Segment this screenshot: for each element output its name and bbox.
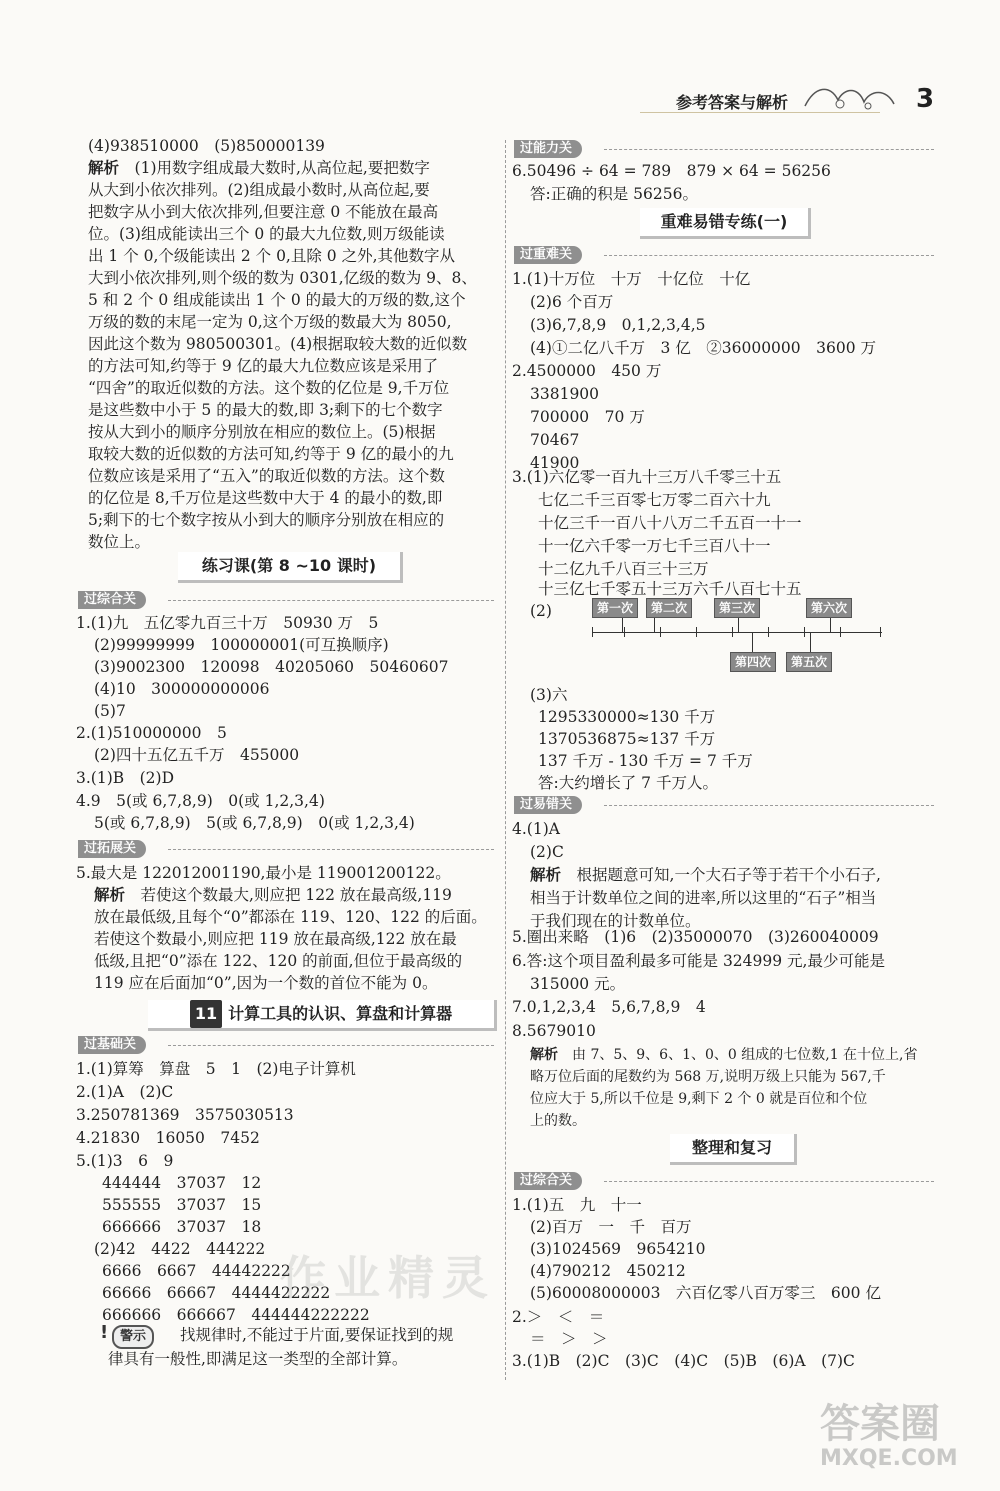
difficult-line: 3.(1)六亿零一百九十三万八千零三十五: [512, 468, 782, 486]
basics-line: (2)42 4422 444222: [94, 1240, 266, 1258]
error-prone-line: 5.圈出来略 (1)6 (2)35000070 (3)260040009: [512, 928, 879, 946]
timeline-label: 第六次: [806, 598, 852, 618]
header-decoration-icon: [800, 78, 900, 114]
difficult-line: (2)6 个百万: [530, 293, 614, 311]
error-prone-line: 位应大于 5,所以千位是 9,剩下 2 个 0 就是百位和个位: [530, 1091, 868, 1107]
error-prone-line: 315000 元。: [530, 975, 626, 993]
difficult-line: 十亿三千一百八十八万二千五百一十一: [538, 514, 802, 532]
analysis-label: 解析: [94, 885, 126, 904]
analysis-line: 把数字从小到大依次排列,但要注意 0 不能放在最高: [88, 203, 439, 221]
basics-line: 66666 66667 4444422222: [102, 1284, 331, 1302]
summary-line: 3.(1)B (2)C (3)C (4)C (5)B (6)A (7)C: [512, 1352, 855, 1370]
timeline-tick: [768, 627, 769, 637]
analysis-line: [88, 157, 430, 179]
difficult-line: 1370536875≈137 千万: [538, 730, 716, 748]
basics-line: 555555 37037 15: [102, 1196, 262, 1214]
section-title-summary: 整理和复习: [670, 1134, 797, 1165]
basics-line: 2.(1)A (2)C: [76, 1083, 174, 1101]
tag-rule: [604, 805, 934, 806]
tag-zonghe2: 过综合关: [514, 1172, 582, 1190]
timeline-arrow: [654, 618, 655, 632]
extension-line: [94, 884, 452, 906]
page-number: 3: [916, 84, 935, 114]
summary-line: (5)60008000003 六百亿零八百万零三 600 亿: [530, 1284, 881, 1302]
analysis-line: 5;剩下的七个数字按从小到大的顺序分别放在相应的: [88, 511, 445, 529]
difficult-line: 2.4500000 450 万: [512, 362, 662, 380]
analysis-text: 根据题意可知,一个大石子等于若干个小石子,: [576, 866, 881, 884]
extension-line: 放在最低级,且每个“0”都添在 119、120、122 的后面。: [94, 908, 487, 926]
error-prone-line: 7.0,1,2,3,4 5,6,7,8,9 4: [512, 998, 706, 1016]
tag-rule: [168, 849, 494, 850]
error-prone-line: 相当于计数单位之间的进率,所以这里的“石子”相当: [530, 889, 877, 907]
analysis-line: 的亿位是 8,千万位是这些数中大于 4 的最小的数,即: [88, 489, 443, 507]
tag-rule: [168, 600, 494, 601]
exercise-line: 5(或 6,7,8,9) 5(或 6,7,8,9) 0(或 1,2,3,4): [94, 814, 415, 832]
timeline-tick: [840, 627, 841, 637]
difficult-line: (3)6,7,8,9 0,1,2,3,4,5: [530, 316, 706, 334]
analysis-label: 解析: [88, 158, 120, 177]
analysis-line: 位。(3)组成能读出三个 0 的最大九位数,则万级能读: [88, 225, 445, 243]
tag-rule: [604, 255, 934, 256]
basics-line: 4.21830 16050 7452: [76, 1129, 260, 1147]
basics-line: 3.250781369 3575030513: [76, 1106, 294, 1124]
difficult-line: 41900: [530, 454, 580, 472]
analysis-line: 大到小依次排列,则个级的数为 0301,亿级的数为 9、8、: [88, 269, 477, 287]
section-title-text: 计算工具的认识、算盘和计算器: [228, 1004, 453, 1023]
difficult-line: 137 千万 - 130 千万 = 7 千万: [538, 752, 753, 770]
header-rule: [640, 112, 880, 113]
analysis-line: 是这些数中小于 5 的最大的数,即 3;剩下的七个数字: [88, 401, 443, 419]
difficult-line: 答:大约增长了 7 千万人。: [538, 774, 718, 792]
watermark-logo: 答案圈: [820, 1401, 940, 1447]
difficult-line: 十二亿九千八百三十三万: [538, 560, 709, 578]
section-number-badge: 11: [190, 1000, 222, 1028]
analysis-line: 按从大到小的顺序分别放在相应的数位上。(5)根据: [88, 423, 436, 441]
error-prone-line: 6.答:这个项目盈利最多可能是 324999 元,最少可能是: [512, 952, 885, 970]
analysis-line: 位数应该是采用了“五入”的取近似数的方法。这个数: [88, 467, 445, 485]
timeline-tick: [660, 627, 661, 637]
timeline-arrow: [810, 633, 811, 652]
timeline-label: 第五次: [786, 652, 832, 672]
basics-line: 666666 37037 18: [102, 1218, 262, 1236]
basics-line: 1.(1)算筹 算盘 5 1 (2)电子计算机: [76, 1060, 356, 1078]
analysis-text: 若使这个数最大,则应把 122 放在最高级,119: [140, 886, 452, 904]
warning-line: 找规律时,不能过于片面,要保证找到的规: [180, 1326, 454, 1344]
tag-zhongnan: 过重难关: [514, 246, 582, 264]
timeline-tick: [880, 627, 881, 637]
analysis-line: 数位上。: [88, 533, 151, 551]
timeline-diagram: [592, 598, 892, 678]
exercise-line: (2)四十五亿五千万 455000: [94, 746, 300, 764]
tag-yicuo: 过易错关: [514, 796, 582, 814]
analysis-line: 出 1 个 0,个级能读出 2 个 0,且除 0 之外,其他数字从: [88, 247, 456, 265]
timeline-axis: [592, 632, 882, 633]
exercise-line: (2)99999999 100000001(可互换顺序): [94, 636, 389, 654]
exercise-line: (5)7: [94, 702, 126, 720]
timeline-label: 第四次: [730, 652, 776, 672]
difficult-line: 3381900: [530, 385, 600, 403]
watermark-center: 作业精灵: [280, 1251, 496, 1305]
section-title-tools: [148, 1000, 497, 1031]
ability-line: 6.50496 ÷ 64 = 789 879 × 64 = 56256: [512, 162, 831, 180]
basics-line: 666666 666667 444444222222: [102, 1306, 370, 1324]
tag-rule: [604, 149, 934, 150]
warning-badge: 警示: [112, 1325, 154, 1349]
difficult-line: 七亿二千三百零七万零二百六十九: [538, 491, 771, 509]
warning-line: 律具有一般性,即满足这一类型的全部计算。: [108, 1350, 408, 1368]
timeline-arrow: [752, 633, 753, 652]
section-title-practice: 练习课(第 8 ~10 课时): [178, 552, 403, 583]
page-header: [0, 0, 1000, 130]
analysis-line: 因此这个数为 980500301。(4)根据取较大数的近似数: [88, 335, 468, 353]
timeline-label: 第二次: [646, 598, 692, 618]
tag-zonghe: 过综合关: [78, 591, 146, 609]
analysis-line: 5 和 2 个 0 组成能读出 1 个 0 的最大的万级的数,这个: [88, 291, 466, 309]
header-title: 参考答案与解析: [676, 93, 789, 112]
timeline-tick: [732, 627, 733, 637]
timeline-arrow: [830, 618, 831, 632]
analysis-line: 的方法可知,约等于 9 亿的最大九位数应该是采用了: [88, 357, 439, 375]
basics-line: 5.(1)3 6 9: [76, 1152, 174, 1170]
error-prone-line: [530, 864, 881, 886]
exercise-line: (4)10 300000000006: [94, 680, 270, 698]
timeline-arrow: [738, 618, 739, 632]
exercise-line: (3)9002300 120098 40205060 50460607: [94, 658, 449, 676]
timeline-tick: [696, 627, 697, 637]
tag-jichu: 过基础关: [78, 1036, 146, 1054]
answer-line: (4)938510000 (5)850000139: [88, 137, 325, 155]
timeline-arrow: [622, 618, 623, 632]
ability-line: 答:正确的积是 56256。: [530, 185, 698, 203]
extension-line: 119 应在后面加“0”,因为一个数的首位不能为 0。: [94, 974, 438, 992]
timeline-label: 第一次: [592, 598, 638, 618]
watermark-url: MXQE.COM: [820, 1446, 958, 1471]
error-prone-line: [530, 1044, 918, 1066]
exercise-line: 3.(1)B (2)D: [76, 769, 175, 787]
error-prone-line: 略万位后面的尾数约为 568 万,说明万级上只能为 567,千: [530, 1069, 886, 1085]
analysis-line: “四舍”的取近似数的方法。这个数的亿位是 9,千万位: [88, 379, 450, 397]
analysis-label: 解析: [530, 1047, 558, 1063]
summary-line: 2.＞ ＜ ＝: [512, 1308, 605, 1326]
tag-nengli: 过能力关: [514, 140, 582, 158]
difficult-line: (3)六: [530, 686, 568, 704]
error-prone-line: 上的数。: [530, 1113, 586, 1129]
analysis-text: (1)用数字组成最大数时,从高位起,要把数字: [134, 159, 430, 177]
analysis-text: 由 7、5、9、6、1、0、0 组成的七位数,1 在十位上,省: [572, 1047, 918, 1063]
tag-rule: [604, 1181, 934, 1182]
exercise-line: 2.(1)510000000 5: [76, 724, 227, 742]
summary-line: 1.(1)五 九 十一: [512, 1196, 642, 1214]
error-prone-line: 8.5679010: [512, 1022, 596, 1040]
timeline-label: 第三次: [714, 598, 760, 618]
basics-line: 6666 6667 44442222: [102, 1262, 291, 1280]
section-title-review: 重难易错专练(一): [640, 208, 811, 239]
difficult-line: 70467: [530, 431, 580, 449]
basics-line: 444444 37037 12: [102, 1174, 262, 1192]
difficult-line: 700000 70 万: [530, 408, 645, 426]
extension-line: 5.最大是 122012001190,最小是 119001200122。: [76, 864, 451, 882]
analysis-line: 从大到小依次排列。(2)组成最小数时,从高位起,要: [88, 181, 430, 199]
timeline-tick: [804, 627, 805, 637]
exercise-line: 4.9 5(或 6,7,8,9) 0(或 1,2,3,4): [76, 792, 325, 810]
difficult-line: 1295330000≈130 千万: [538, 708, 716, 726]
error-prone-line: (2)C: [530, 843, 564, 861]
difficult-line: 1.(1)十万位 十万 十亿位 十亿: [512, 270, 751, 288]
column-divider: [505, 140, 506, 1380]
summary-line: (2)百万 一 千 百万: [530, 1218, 692, 1236]
extension-line: 低级,且把“0”添在 122、120 的前面,但位于最高级的: [94, 952, 463, 970]
difficult-line: 十一亿六千零一万七千三百八十一: [538, 537, 771, 555]
summary-line: (3)1024569 9654210: [530, 1240, 706, 1258]
summary-line: (4)790212 450212: [530, 1262, 686, 1280]
difficult-line: (4)①二亿八千万 3 亿 ②36000000 3600 万: [530, 339, 877, 357]
difficult-line: (2): [530, 602, 552, 620]
timeline-tick: [624, 627, 625, 637]
warning-exclamation-icon: !: [100, 1322, 109, 1343]
analysis-line: 取较大数的近似数的方法可知,约等于 9 亿的最小的九: [88, 445, 454, 463]
analysis-line: 万级的数的末尾一定为 0,这个万级的数最大为 8050,: [88, 313, 452, 331]
tag-tuozhan: 过拓展关: [78, 840, 146, 858]
timeline-tick: [592, 627, 593, 637]
analysis-label: 解析: [530, 865, 562, 884]
error-prone-line: 于我们现在的计数单位。: [530, 912, 701, 930]
extension-line: 若使这个数最小,则应把 119 放在最高级,122 放在最: [94, 930, 457, 948]
exercise-line: 1.(1)九 五亿零九百三十万 50930 万 5: [76, 614, 379, 632]
tag-rule: [168, 1045, 494, 1046]
error-prone-line: 4.(1)A: [512, 820, 560, 838]
summary-line: ＝ ＞ ＞: [530, 1330, 608, 1348]
difficult-line: 十三亿七千零五十三万六千八百七十五: [538, 580, 802, 598]
